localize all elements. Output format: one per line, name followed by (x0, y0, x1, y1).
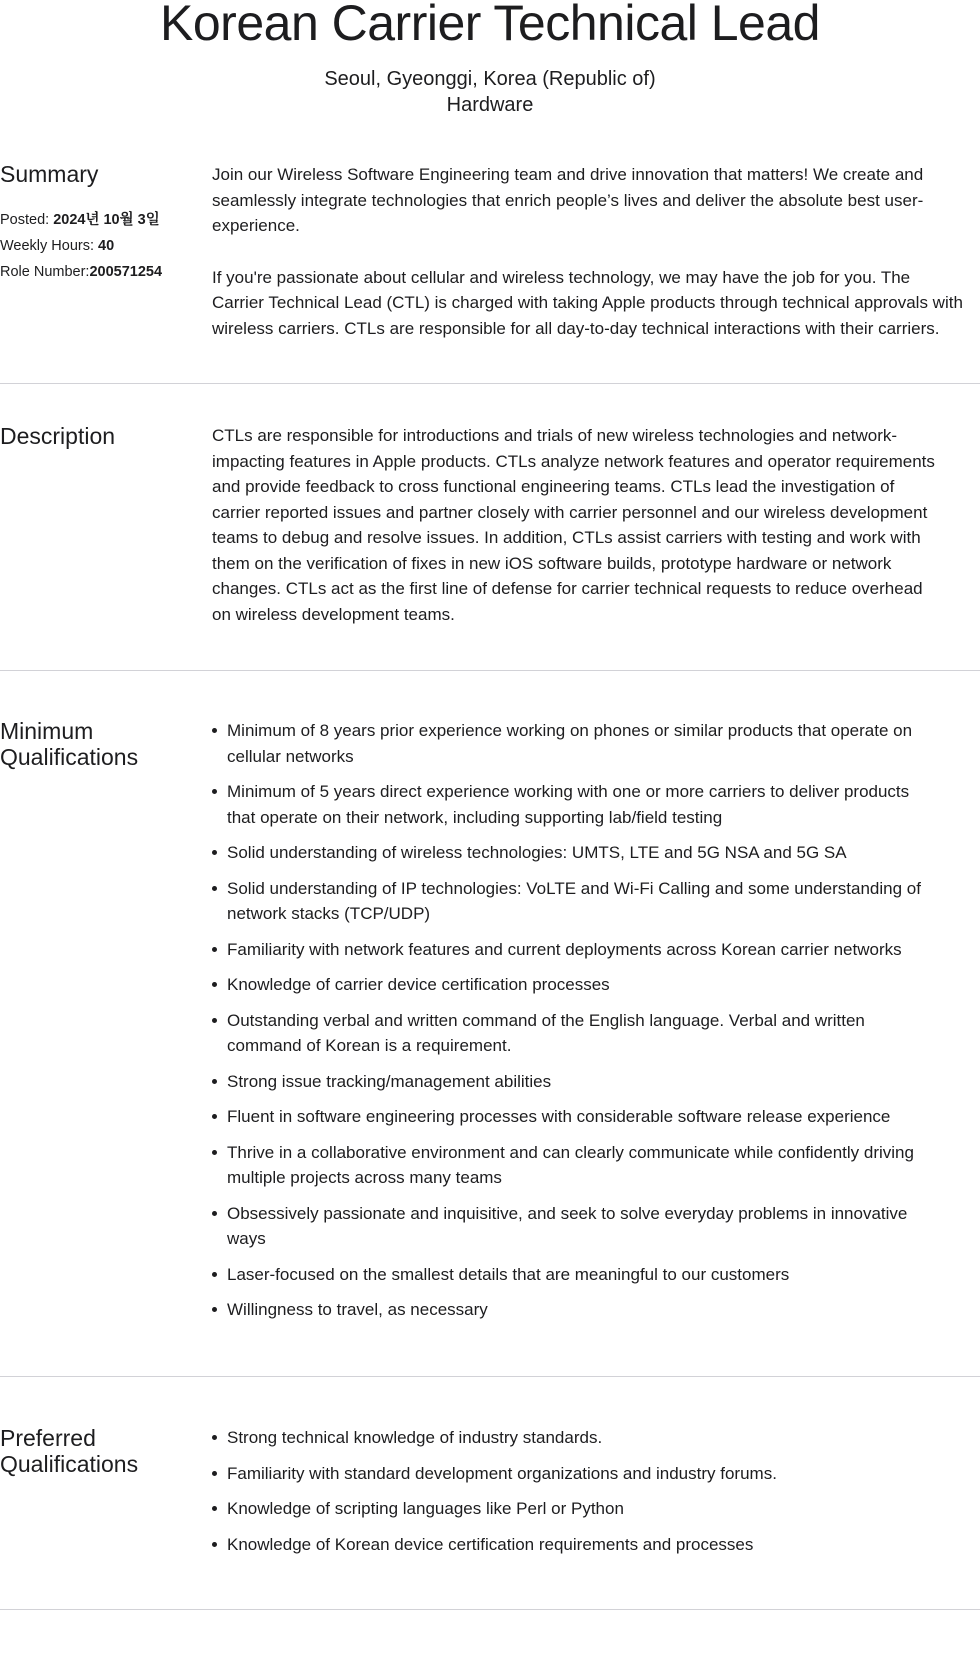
hours-label: Weekly Hours: (0, 238, 95, 254)
list-item: Strong issue tracking/management abilities (227, 1069, 922, 1095)
description-body: CTLs are responsible for introductions and trials of new wireless technologies and network-impacting features in Apple products. CTLs analyze network features and operator requirements and provide feedback to cross functional engineering teams. CTLs lead the investigation of carrier reported issues and partner closely with carrier personnel and our wireless development teams to debug and resolve issues. In addition, CTLs assist carriers with testing and work with them on the verification of fixes in new iOS software builds, prototype hardware or network changes. CTLs act as the first line of defense for carrier technical requests to reduce overhead on wireless development teams. (212, 426, 935, 624)
section-divider (0, 383, 980, 384)
summary-paragraph: If you're passionate about cellular and wireless technology, we may have the job for you. The Carrier Technical Lead (CTL) is charged with taking Apple products through technical approvals with wireless carriers. CTLs are responsible for all day-to-day technical interactions with their carriers. (212, 267, 963, 338)
list-item: Knowledge of scripting languages like Perl or Python (227, 1496, 922, 1522)
list-item: Familiarity with network features and current deployments across Korean carrier networks (227, 937, 922, 963)
job-location: Seoul, Gyeonggi, Korea (Republic of) (324, 68, 656, 90)
section-divider (0, 670, 980, 671)
posted-label: Posted: (0, 212, 50, 228)
job-team: Hardware (446, 94, 534, 116)
list-item: Minimum of 8 years prior experience working on phones or similar products that operate on cellular networks (227, 718, 922, 769)
summary-paragraph: Join our Wireless Software Engineering team and drive innovation that matters! We create and seamlessly integrate technologies that enrich people’s lives and deliver the absolute best user-experience. (212, 165, 924, 235)
heading-line: Minimum (0, 718, 94, 744)
posted-value: 2024년 10월 3일 (53, 212, 160, 228)
preferred-qualifications-heading (0, 1425, 190, 1477)
minimum-qualifications-heading (0, 718, 190, 770)
job-title: Korean Carrier Technical Lead (160, 0, 820, 51)
posted-date (0, 210, 160, 230)
heading-line: Preferred (0, 1425, 96, 1451)
heading-line: Qualifications (0, 1451, 139, 1477)
summary-heading: Summary (0, 161, 99, 187)
list-item: Knowledge of Korean device certification requirements and processes (227, 1532, 922, 1558)
minimum-qualifications-list (212, 718, 922, 1323)
list-item: Outstanding verbal and written command of the English language. Verbal and written command of Korean is a requirement. (227, 1008, 922, 1059)
preferred-qualifications-list (212, 1425, 922, 1557)
heading-line: Qualifications (0, 744, 139, 770)
weekly-hours (0, 236, 114, 256)
section-divider (0, 1376, 980, 1377)
role-number (0, 262, 162, 282)
list-item: Thrive in a collaborative environment and can clearly communicate while confidently driving multiple projects across many teams (227, 1140, 922, 1191)
hours-value: 40 (98, 238, 115, 254)
list-item: Strong technical knowledge of industry standards. (227, 1425, 922, 1451)
section-divider (0, 1609, 980, 1610)
role-label: Role Number: (0, 264, 90, 280)
list-item: Fluent in software engineering processes with considerable software release experience (227, 1104, 922, 1130)
list-item: Solid understanding of IP technologies: VoLTE and Wi-Fi Calling and some understanding of network stacks (TCP/UDP) (227, 876, 922, 927)
description-heading: Description (0, 423, 116, 449)
list-item: Familiarity with standard development organizations and industry forums. (227, 1461, 922, 1487)
preferred-qualifications-body (212, 1425, 922, 1567)
list-item: Laser-focused on the smallest details that are meaningful to our customers (227, 1262, 922, 1288)
list-item: Solid understanding of wireless technologies: UMTS, LTE and 5G NSA and 5G SA (227, 840, 922, 866)
list-item: Obsessively passionate and inquisitive, and seek to solve everyday problems in innovative ways (227, 1201, 922, 1252)
list-item: Minimum of 5 years direct experience working with one or more carriers to deliver products that operate on their network, including supporting lab/field testing (227, 779, 922, 830)
list-item: Knowledge of carrier device certification processes (227, 972, 922, 998)
summary-body (212, 162, 965, 367)
minimum-qualifications-body (212, 718, 922, 1333)
list-item: Willingness to travel, as necessary (227, 1297, 922, 1323)
role-value: 200571254 (89, 264, 163, 280)
